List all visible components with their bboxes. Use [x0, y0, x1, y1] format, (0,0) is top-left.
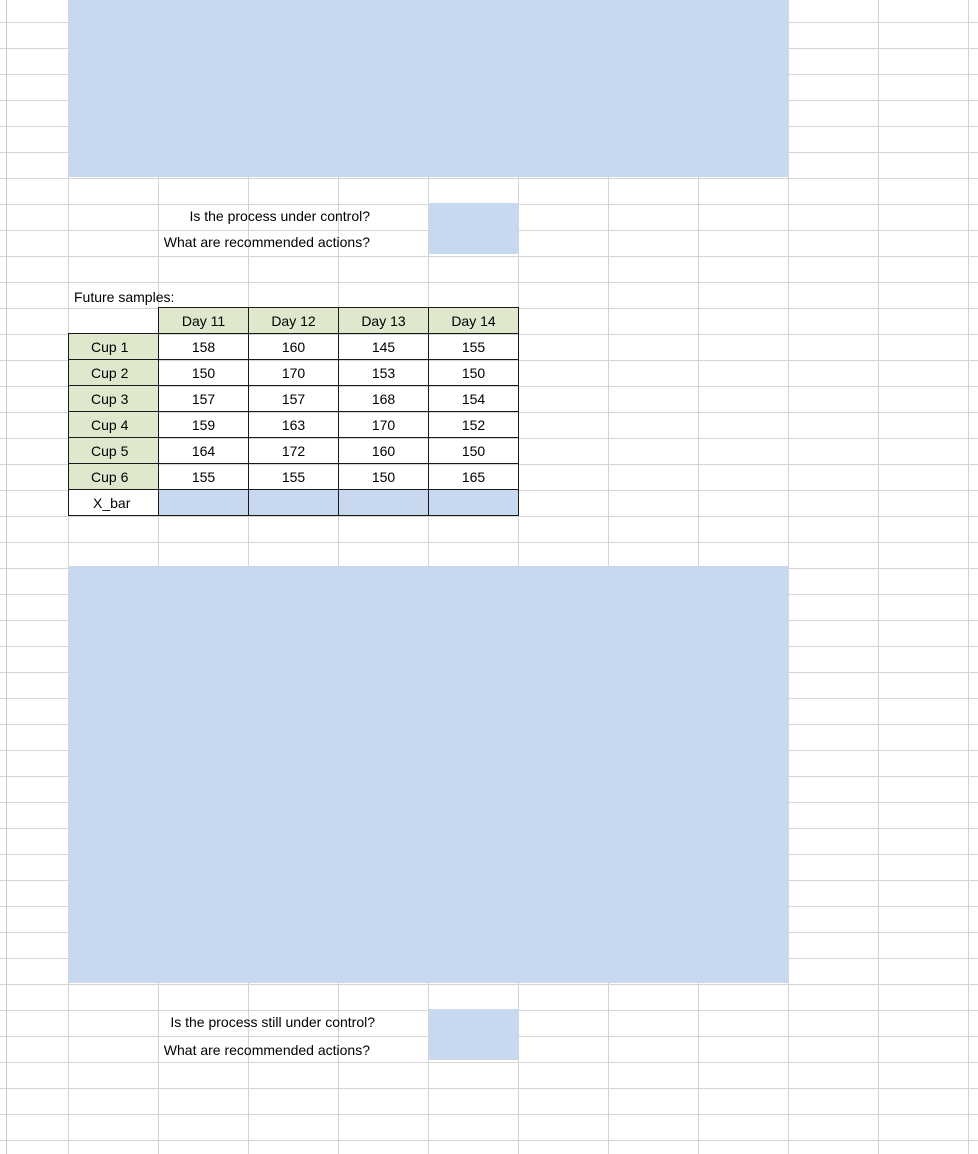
value-cell[interactable]: 165 [429, 464, 519, 490]
future-samples-table [68, 307, 519, 516]
xbar-cell[interactable] [429, 490, 519, 516]
sheet-left-edge [6, 0, 7, 1154]
value-cell[interactable]: 163 [249, 412, 339, 438]
corner-cell[interactable] [69, 308, 159, 334]
cup-label[interactable]: Cup 3 [69, 386, 159, 412]
value-cell[interactable]: 172 [249, 438, 339, 464]
value-cell[interactable]: 145 [339, 334, 429, 360]
table-row [69, 464, 519, 490]
value-cell[interactable]: 155 [249, 464, 339, 490]
value-cell[interactable]: 155 [429, 334, 519, 360]
cup-label[interactable]: Cup 6 [69, 464, 159, 490]
value-cell[interactable]: 150 [429, 438, 519, 464]
xbar-cell[interactable] [159, 490, 249, 516]
cup-label[interactable]: Cup 5 [69, 438, 159, 464]
question-still-under-control: Is the process still under control? [170, 1014, 375, 1030]
value-cell[interactable]: 168 [339, 386, 429, 412]
answer-cell-1[interactable] [429, 203, 519, 254]
xbar-row [69, 490, 519, 516]
day-header[interactable]: Day 13 [339, 308, 429, 334]
value-cell[interactable]: 170 [339, 412, 429, 438]
header-row [69, 308, 519, 334]
chart-placeholder-top[interactable] [69, 0, 789, 177]
value-cell[interactable]: 170 [249, 360, 339, 386]
value-cell[interactable]: 164 [159, 438, 249, 464]
value-cell[interactable]: 153 [339, 360, 429, 386]
value-cell[interactable]: 159 [159, 412, 249, 438]
value-cell[interactable]: 150 [429, 360, 519, 386]
day-header[interactable]: Day 11 [159, 308, 249, 334]
answer-cell-2[interactable] [429, 1009, 519, 1060]
table-row [69, 438, 519, 464]
table-row [69, 334, 519, 360]
value-cell[interactable]: 157 [249, 386, 339, 412]
value-cell[interactable]: 160 [249, 334, 339, 360]
question-under-control: Is the process under control? [189, 208, 370, 224]
cup-label[interactable]: Cup 4 [69, 412, 159, 438]
day-header[interactable]: Day 12 [249, 308, 339, 334]
cup-label[interactable]: Cup 1 [69, 334, 159, 360]
table-row [69, 412, 519, 438]
table-row [69, 360, 519, 386]
xbar-cell[interactable] [249, 490, 339, 516]
value-cell[interactable]: 160 [339, 438, 429, 464]
question-recommended-actions-2: What are recommended actions? [163, 1042, 370, 1058]
future-samples-label: Future samples: [74, 289, 175, 305]
value-cell[interactable]: 154 [429, 386, 519, 412]
value-cell[interactable]: 155 [159, 464, 249, 490]
cup-label[interactable]: Cup 2 [69, 360, 159, 386]
table-row [69, 386, 519, 412]
chart-placeholder-bottom[interactable] [69, 566, 789, 983]
xbar-cell[interactable] [339, 490, 429, 516]
question-recommended-actions-1: What are recommended actions? [163, 234, 370, 250]
value-cell[interactable]: 150 [159, 360, 249, 386]
value-cell[interactable]: 158 [159, 334, 249, 360]
day-header[interactable]: Day 14 [429, 308, 519, 334]
value-cell[interactable]: 157 [159, 386, 249, 412]
xbar-label[interactable]: X_bar [69, 490, 159, 516]
value-cell[interactable]: 150 [339, 464, 429, 490]
value-cell[interactable]: 152 [429, 412, 519, 438]
